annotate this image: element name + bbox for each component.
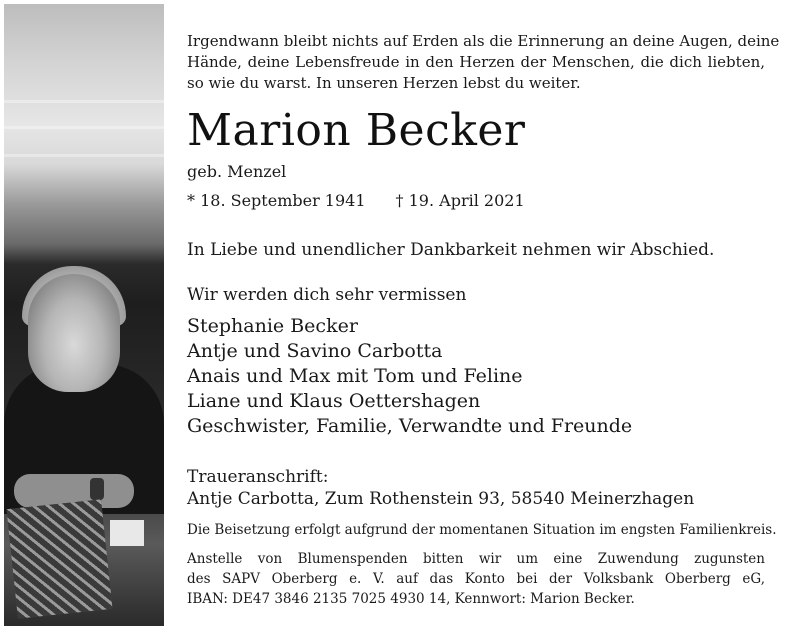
address-value: Antje Carbotta, Zum Rothenstein 93, 58540 Meinerzhagen <box>187 489 695 509</box>
farewell-text: In Liebe und unendlicher Dankbarkeit nehmen wir Abschied. <box>187 240 715 260</box>
mourner: Anais und Max mit Tom und Feline <box>187 365 523 387</box>
photo-face <box>28 274 120 392</box>
mourners-list <box>187 314 632 439</box>
photo-watch <box>90 478 104 500</box>
miss-text: Wir werden dich sehr vermissen <box>187 285 467 305</box>
photo-napkin <box>110 520 144 546</box>
poem <box>187 31 780 94</box>
birth-name: geb. Menzel <box>187 162 287 181</box>
birth-date: * 18. September 1941 <box>187 191 366 210</box>
mourner: Liane und Klaus Oettershagen <box>187 390 481 412</box>
donation-note <box>187 549 765 609</box>
donation-line: des SAPV Oberberg e. V. auf das Konto bei der Volksbank Oberberg eG, <box>187 571 765 587</box>
poem-line: Hände, deine Lebensfreude in den Herzen der Menschen, die dich liebten, <box>187 53 765 71</box>
death-date: † 19. April 2021 <box>395 191 525 210</box>
mourner: Stephanie Becker <box>187 315 358 337</box>
deceased-name: Marion Becker <box>187 105 526 156</box>
portrait-photo <box>4 4 164 626</box>
photo-sky-band <box>4 100 164 103</box>
mourner: Antje und Savino Carbotta <box>187 340 443 362</box>
poem-line: Irgendwann bleibt nichts auf Erden als die Erinnerung an deine Augen, deine <box>187 32 780 50</box>
poem-line: so wie du warst. In unseren Herzen lebst du weiter. <box>187 74 581 92</box>
mourner: Geschwister, Familie, Verwandte und Freunde <box>187 415 633 437</box>
burial-note: Die Beisetzung erfolgt aufgrund der momentanen Situation im engsten Familienkreis. <box>187 522 777 538</box>
life-dates <box>187 190 525 212</box>
photo-sky-band <box>4 126 164 129</box>
photo-tablecloth <box>7 499 113 618</box>
address-label: Traueranschrift: <box>187 467 329 487</box>
donation-line: Anstelle von Blumenspenden bitten wir um eine Zuwendung zugunsten <box>187 551 765 567</box>
donation-line: IBAN: DE47 3846 2135 7025 4930 14, Kennwort: Marion Becker. <box>187 591 635 607</box>
photo-sky-band <box>4 154 164 157</box>
